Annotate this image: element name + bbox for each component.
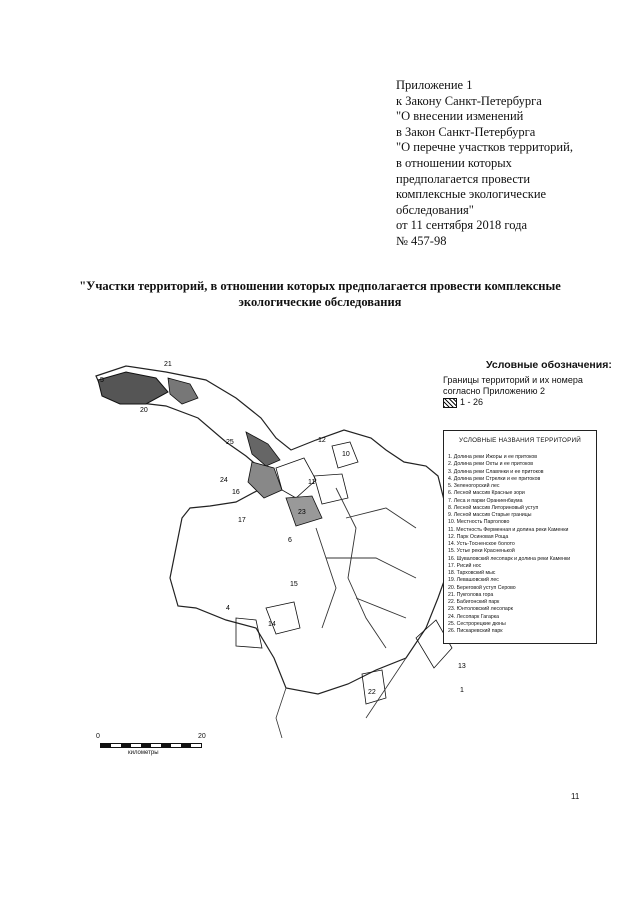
list-item: 15. Устье реки Красненькой <box>448 548 515 555</box>
region-label: 20 <box>140 407 148 414</box>
list-item: 8. Лесной массив Литориновый уступ <box>448 504 539 511</box>
region-label: 11 <box>308 479 316 486</box>
list-item: 18. Тарховский мыс <box>448 570 496 576</box>
list-item: 5. Зеленогорский лес <box>448 483 500 489</box>
appendix-line: в отношении которых <box>396 155 512 170</box>
heading-line-2: экологические обследования <box>238 295 402 309</box>
list-item: 3. Долина реки Славянки и ее притоков <box>448 468 544 475</box>
list-item: 21. Пукголова гора <box>448 591 494 598</box>
region-label: 15 <box>290 581 298 588</box>
appendix-line: к Закону Санкт-Петербурга <box>396 93 542 108</box>
page-number: 11 <box>571 792 580 801</box>
region-label: 16 <box>232 489 240 496</box>
region-label: 17 <box>238 517 246 524</box>
coastline <box>96 366 458 694</box>
appendix-line: Приложение 1 <box>396 78 473 92</box>
appendix-header <box>396 78 626 250</box>
list-item: 24. Лесопарк Гагарка <box>448 613 499 620</box>
legend-title: Условные обозначения: <box>486 359 612 371</box>
region-label: 5 <box>100 377 104 384</box>
appendix-line: предполагается провести <box>396 171 531 186</box>
region-label: 23 <box>298 509 306 516</box>
region-label: 21 <box>164 361 172 368</box>
appendix-line: от 11 сентября 2018 года <box>396 218 528 233</box>
territory-4 <box>236 618 262 648</box>
list-item: 4. Долина реки Стрелки и ее притоков <box>448 475 541 482</box>
appendix-line: в Закон Санкт-Петербурга <box>396 124 536 139</box>
list-item: 14. Усть-Тосненское болото <box>448 541 515 547</box>
list-item: 23. Юнтоловский лесопарк <box>448 606 513 613</box>
territory-15 <box>266 602 300 634</box>
region-label: 10 <box>342 451 350 458</box>
list-item: 6. Лесной массив Красные зори <box>448 490 525 497</box>
legend-line-1: Границы территорий и их номера <box>443 375 583 385</box>
list-item: 19. Левашовский лес <box>448 577 499 584</box>
list-item: 22. Бабигонский парк <box>448 599 500 605</box>
appendix-line: № 457-98 <box>396 233 447 248</box>
document-heading <box>60 278 580 310</box>
territory-5 <box>168 378 198 404</box>
scale-zero: 0 <box>96 733 100 740</box>
list-item: 12. Парк Осиновая Роща <box>448 533 509 540</box>
region-label: 1 <box>460 687 464 694</box>
legend-range: 1 - 26 <box>460 397 484 407</box>
scale-unit: километры <box>128 750 159 756</box>
territory-19 <box>276 458 316 498</box>
hatch-swatch-icon <box>443 398 457 408</box>
scale-bar <box>96 733 214 763</box>
river <box>276 658 406 738</box>
list-item: 1. Долина реки Ижоры и ее притоков <box>448 454 538 460</box>
region-label: 4 <box>226 605 230 612</box>
legend-swatch-row <box>443 397 591 408</box>
list-item: 11. Местность Ферменная и долина реки Каменки <box>448 526 569 533</box>
territory-11 <box>314 474 348 504</box>
list-item: 20. Береговой уступ Серово <box>448 584 516 591</box>
region-label: 6 <box>288 537 292 544</box>
region-label: 24 <box>220 477 228 484</box>
city-roads <box>316 488 416 648</box>
appendix-line: "О внесении изменений <box>396 109 524 124</box>
region-label: 13 <box>458 663 466 670</box>
legend-boundaries <box>443 375 591 413</box>
list-item: 2. Долина реки Охты и ее притоков <box>448 461 533 468</box>
list-item: 25. Сестрорецкие дюны <box>448 620 506 627</box>
region-label: 22 <box>368 689 376 696</box>
region-label: 25 <box>226 439 234 446</box>
list-item: 26. Пискаревский парк <box>448 628 503 634</box>
region-label: 12 <box>318 437 326 444</box>
appendix-line: обследования" <box>396 202 474 217</box>
list-item: 17. Рисий нос <box>448 562 482 569</box>
legend-line-2: согласно Приложению 2 <box>443 386 545 396</box>
territory-20-21 <box>98 372 168 404</box>
scale-max: 20 <box>198 733 206 740</box>
heading-line-1: "Участки территорий, в отношении которых предполагается провести комплексные <box>79 279 561 293</box>
appendix-line: "О перечне участков территорий, <box>396 140 573 155</box>
list-item: 10. Местность Парголово <box>448 519 510 526</box>
list-item: 16. Шуваловский лесопарк и долина реки Каменки <box>448 555 571 562</box>
names-list <box>448 454 596 635</box>
territory-names-legend <box>443 430 597 644</box>
list-item: 9. Лесной массив Старые границы <box>448 512 532 518</box>
appendix-line: комплексные экологические <box>396 187 547 202</box>
region-label: 14 <box>268 621 276 628</box>
scale-bar-graphic <box>100 743 202 748</box>
list-item: 7. Леса и парки Ораниенбаума <box>448 497 523 504</box>
names-title: УСЛОВНЫЕ НАЗВАНИЯ ТЕРРИТОРИЙ <box>459 437 581 444</box>
